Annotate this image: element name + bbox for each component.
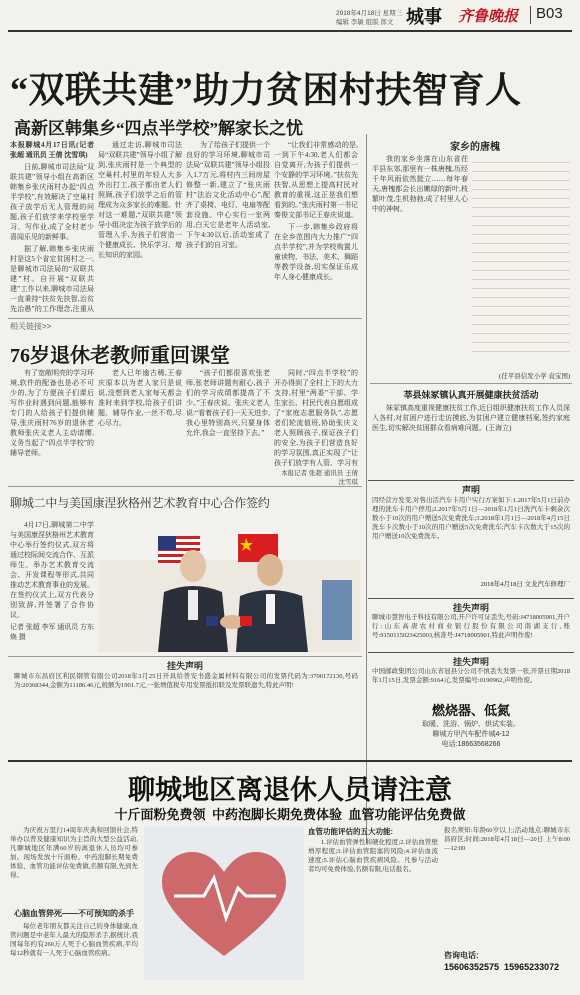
- health-body-box: [372, 403, 570, 475]
- main-col-4: [274, 140, 358, 315]
- bottom-col-4: [444, 826, 570, 944]
- lost-notice-2-title: 挂失声明: [452, 657, 489, 667]
- signing-text: [10, 520, 94, 648]
- teacher-byline: 本报记者 张超 通讯员 王倩 沈雪琪: [281, 470, 358, 486]
- health-body: 妹冢镇高度重视健康扶贫工作,近日组织健康扶贫工作人员深入各村,对贫困户进行走访摸底,为贫困户建立健康档案,签约家庭医生,切实解决贫困群众看病难问题。(王海立): [372, 404, 570, 432]
- header-weekday: 星期三: [382, 10, 403, 17]
- lost-notice-1-body: 聊城市慧智电子科技有限公司,开户许可证丢失,号码:J4718005901,开户行:山东高唐农村商业银行股份有限公司南湖支行,账号:9150115023425003,核准号:J4718005901,特此声明作废!: [372, 614, 570, 639]
- right-column-divider: [366, 134, 367, 844]
- sports-rule: [8, 486, 362, 487]
- bottom-col-3: [308, 838, 438, 983]
- section-name: 城事: [406, 7, 442, 27]
- bottom-subtitle-2: 心脑血管猝死——不可预知的杀手: [14, 909, 134, 918]
- health-title: 莘县妹冢镇认真开展健康扶贫活动: [403, 390, 539, 400]
- tang-col-1: [372, 154, 468, 369]
- bottom-col-1-text: 为庆祝万里行14周年庆典和回馈社会,特举办以普及健康知识为主旨的大型公益活动,凡聊城地区年满60岁的离退休人员均可参加。现场发放十斤面粉、中药泡脚长期免费体验、血管功能评估免费做,名额有限,先到先得。: [10, 827, 138, 879]
- statement-sign: 2018年4月18日 文龙汽车修理厂: [480, 581, 570, 588]
- burner-ad-line-2: 聊城方甲汽车配件城4-12: [432, 731, 510, 738]
- main-para-3: 通过走访,聊城市司法局“双联共建”领导小组了解到,张庆雨村是一个典型的空巢村,村里的年轻人大多外出打工,孩子都由老人们照顾,孩子们放学之后的管理成为众多家长的难题。针对这一难题,“双联共建”领导小组决定为孩子放学后的管理入手,为孩子们营造一个健康成长、快乐学习、增长知识的家园。: [98, 141, 182, 259]
- tang-byline: (茌平县信发小学 袁宝国): [499, 373, 570, 380]
- statement-body: 因经营方发变,对售出活汽车卡用户实行方案如下:1.2017年5月1日前办理的洗车卡用户停用;2.2017年5月1日—2018年1月1日洗汽车卡剩余次数小于10次的用户赠送5次免费洗车;3.2018年1月1日—2018年4月15日洗车卡次数小于10次的用户赠送5次免费洗车;汽车卡次数大于15次的用户赠送10次免费洗车。: [372, 497, 570, 540]
- related-rule: [8, 318, 362, 319]
- teacher-col-3: [186, 368, 270, 480]
- related-link[interactable]: 相关链接>>: [10, 322, 52, 331]
- burner-ad-phone: 电话:18663568266: [441, 741, 501, 748]
- header-rule: [8, 30, 572, 32]
- statement-title: 声明: [461, 485, 480, 495]
- bottom-col-3-text: 1.评估血管弹性和硬化程度;2.评估血管壁增厚程度;3.评估血管阻塞的风险;4.评估血流速度;5.评估心脑血管疾病风险。凡参与活动者均可免费体验,名额有限,电话报名。: [308, 839, 438, 873]
- header-designer: 组版 郎文: [365, 19, 394, 26]
- tang-col-2: [472, 154, 570, 369]
- heart-illustration-icon: [144, 826, 304, 980]
- bottom-col-3-title: 血管功能评估的五大功能:: [308, 827, 393, 836]
- bottom-subheadline: 十斤面粉免费领 中药泡脚长期免费体验 血管功能评估免费做: [114, 807, 466, 822]
- contact-phones[interactable]: 15606352575 15965233072: [444, 962, 560, 972]
- gs1-rule: [368, 598, 574, 599]
- teacher-para-4: 同时,“四点半学校”的开办得到了全村上下的大力支持,村里“两委”干部、学生家长、村民代表自愿组成了“家庭志愿服务队”,志愿者们轮流值班,协助张庆义老人照顾孩子,保证孩子们的安全,为孩子们营造良好的学习氛围,真正实现了“让孩子们放学有人管、学习有: [274, 369, 358, 467]
- notice-left-rule: [8, 656, 362, 657]
- contact-label: 咨询电话:: [444, 951, 479, 960]
- signing-body: 4月17日,聊城第二中学与美国康涅狄格州艺术教育中心举行签约仪式,双方将通过校际间交流合作、互派师生、举办艺术教育交流会、开发课程等形式,共同推动艺术教育事业的发展。在签约仪式上,双方代表分别致辞,并签署了合作协议。: [10, 521, 94, 619]
- tang-title: 家乡的唐槐: [450, 142, 500, 153]
- burner-ad: [372, 700, 570, 748]
- health-rule: [370, 383, 572, 384]
- teacher-para-1: 有了宽敞明亮的学习环境,软件的配备也是必不可少的,为了方便孩子们课后写作业时遇到问题,能够有专门的人给孩子们提供辅导,张庆雨村76岁的退休老教师张庆义老人主动请缨,义务当起了“四点半学校”的辅导老师。: [10, 369, 94, 457]
- lost-notice-body-left: 聊城市东昌府区利民钢管有限公司2018年3月25日开具给普安书盛金属材料有限公司的发票代码为:3700172130,号码为:20368344,金额为11186.46元,税额为1901.7元,一张增值税专用发票抵扣联及发票联遗失,特此声明!: [14, 673, 358, 689]
- main-col-3: [186, 140, 270, 315]
- signing-photo-illustration: [98, 520, 360, 652]
- main-para-6: 下一步,韩集乡政府将在全乡范围内大力推广“四点半学校”,并为学校购置儿童读物、书法、美术、舞蹈等教学设备,切实保证乐成年人身心健康成长。: [274, 223, 358, 281]
- burner-ad-title: 燃烧器、低氮: [431, 703, 510, 718]
- bottom-col-1b: [10, 922, 138, 982]
- health-illustration: [144, 826, 304, 980]
- tang-body: 我的家乡坐落在山东省茌平县东郊,那里有一株唐槐,历经千年风雨依然挺立……每年春天,唐槐都会长出嫩绿的新叶,枝繁叶茂,生机勃勃,成了村里人心中的神树。: [372, 155, 468, 213]
- header-divider: [530, 6, 531, 24]
- teacher-col-4: [274, 368, 358, 468]
- main-headline: “双联共建”助力贫困村扶智育人: [10, 70, 522, 110]
- main-subheadline: 高新区韩集乡“四点半学校”解家长之忧: [14, 119, 303, 138]
- lost-notice-1-title: 挂失声明: [452, 603, 489, 613]
- main-para-5: “让我们非常感动的是,一到下午4:30,老人们都会自觉离开,为孩子们提供一个安静的学习环境。”扶贫先扶智,从思想上提高村民对教育的重视,这正是我们想看到的。”张庆雨村第一书记秦俊文部书记王春庆说道。: [274, 141, 358, 219]
- main-para-4: 为了给孩子们提供一个良好的学习环境,聊城市司法局“双联共建”领导小组投入1.7万元,将村内三间房屋修整一新,建立了“张庆雨村”法治文化活动中心”,配齐了桌椅、电灯、电扇等配套设施。中心实行一室两用,白天它是老年人活动室,下午4:30以后,活动室成了孩子们的自习室。: [186, 141, 270, 249]
- bottom-col-2-text: 每位老年朋友都关注自己的身体健康,血管问题是中老年人最大的隐形杀手,据统计,我国每年约有260万人死于心脑血管疾病,平均每12秒就有一人死于心脑血管疾病。: [10, 923, 138, 957]
- header-editor: 编辑 李敏: [336, 19, 364, 26]
- bottom-reg-text: 报名须知:年龄60岁以上;活动地点:聊城市东昌府区;时间:2018年4月18日—20日 上午8:00—12:00: [444, 827, 570, 852]
- header-date-line: [336, 8, 402, 26]
- main-col-1: [10, 140, 94, 315]
- teacher-para-2: 老人已年逾古稀,王春庆原本以为老人家只是说说,没想到老人家每天都会准时来到学校,给孩子们讲题、辅导作业,一丝不苟,尽心尽力。: [98, 369, 182, 427]
- signing-headline: 聊城二中与美国康涅狄格州艺术教育中心合作签约: [10, 496, 270, 510]
- page-number: B03: [536, 5, 563, 22]
- main-col-2: [98, 140, 182, 315]
- gs2-rule: [368, 652, 574, 653]
- lost-notice-2-body: 中国邮政集团公司山东省冠县分公司不慎丢失发票一张,开票日期2018年1月15日,发票金额:9164元,发票编号:0190962,声明作废。: [372, 668, 570, 684]
- paper-logo: 齐鲁晚报: [458, 9, 519, 25]
- tang-col-2-text-lines: [472, 154, 570, 359]
- bottom-col-1: [10, 826, 138, 906]
- signing-photo: [98, 520, 360, 652]
- teacher-para-3: “孩子们都很喜欢张老师,张老师讲题有耐心,孩子们的学习成绩都提高了不少。”王春庆说。张庆义老人说:“看着孩子们一天天进步,我心里特别高兴,只要身体允许,我会一直坚持下去。”: [186, 369, 270, 437]
- main-para-2: 据了解,韩集乡张庆雨村是这5个省定贫困村之一,是聊城市司法局的“双联共建”村。自开展“双联共建”工作以来,聊城市司法局一直秉持“扶贫先扶智,治贫先治愚”的工作理念,注重从: [10, 245, 94, 313]
- teacher-col-1: [10, 368, 94, 480]
- teacher-headline: 76岁退休老教师重回课堂: [10, 345, 230, 367]
- lost-notice-title-left: 挂失声明: [166, 661, 203, 671]
- main-byline: 本报聊城4月17日讯(记者 张超 通讯员 王倩 沈雪琪): [10, 141, 94, 159]
- main-para-1: 日前,聊城市司法局“双联共建”领导小组在高新区韩集乡张庆雨村办起“四点半学校”,有效解决了空巢村孩子放学后无人管理的问题,孩子们放学来学校里学习、写作业,成了全村老少喜闻乐见的新鲜事。: [10, 163, 94, 241]
- signing-byline: 记者 张超 李军 通讯员 方东焕 摄: [10, 623, 94, 641]
- teacher-col-2: [98, 368, 182, 480]
- header-date: 2018年4月18日: [336, 10, 381, 17]
- statement-top-rule: [368, 480, 574, 481]
- bottom-headline: 聊城地区离退休人员请注意: [128, 775, 452, 805]
- bottom-top-rule: [8, 760, 572, 762]
- burner-ad-line-1: 取暖、洗浴、锅炉、烘试实装。: [422, 721, 520, 728]
